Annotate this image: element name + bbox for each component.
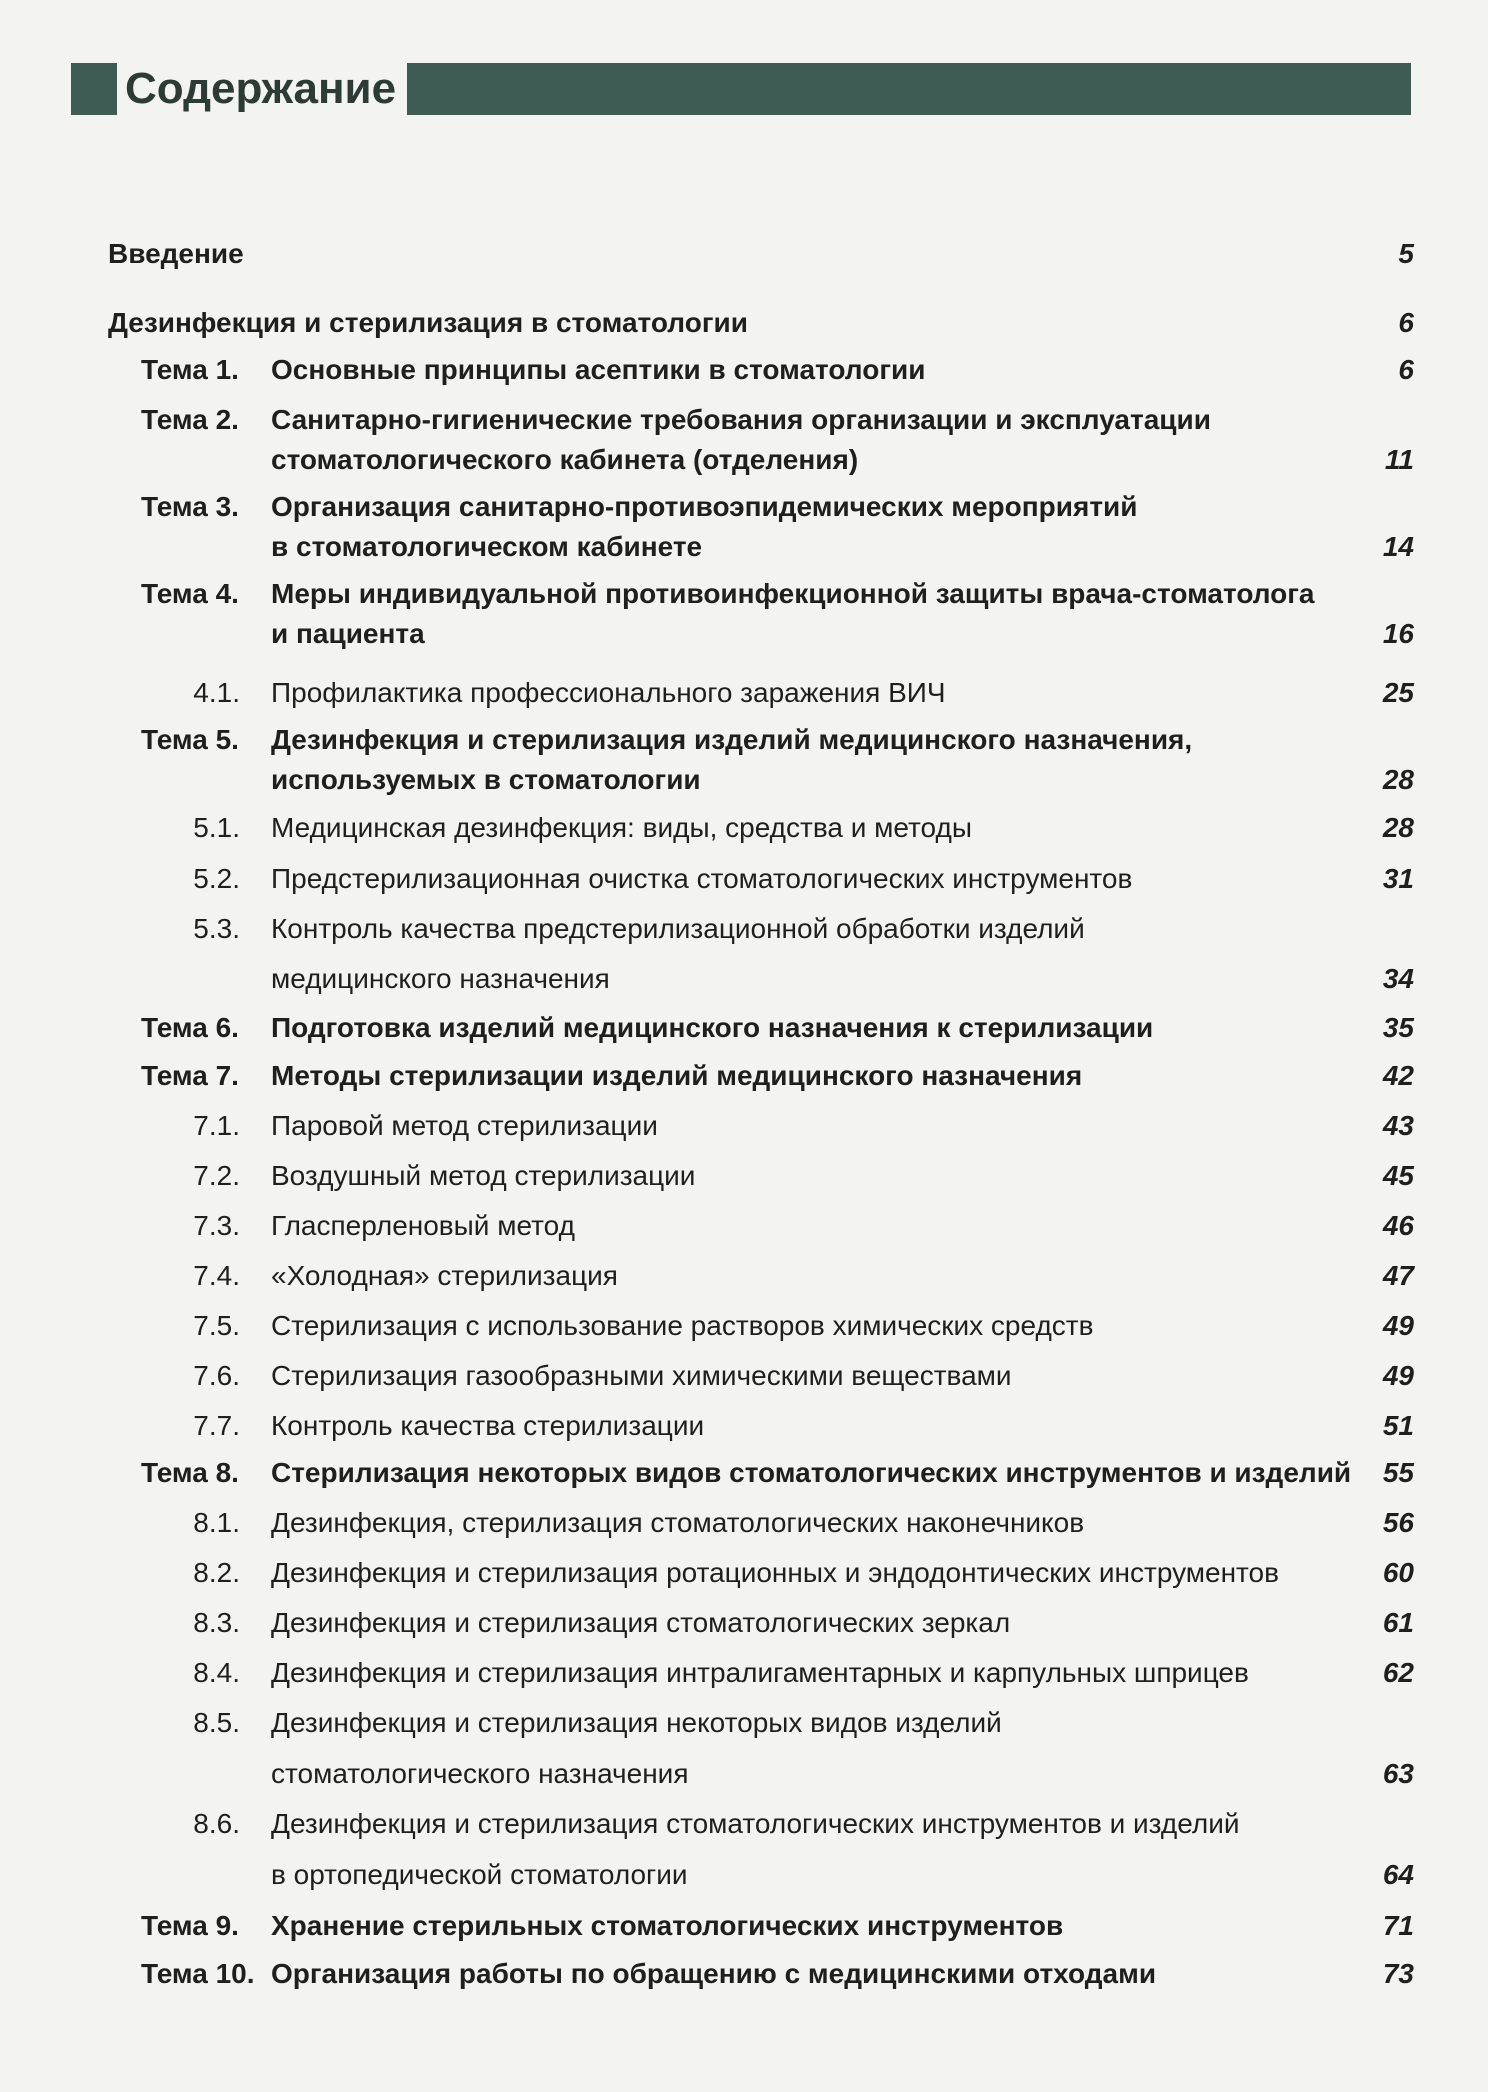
toc-page-number: 45 xyxy=(1382,1160,1414,1191)
toc-entry-title: Санитарно-гигиенические требования организации и эксплуатации xyxy=(271,404,1211,435)
toc-page-number: 61 xyxy=(1382,1607,1414,1638)
toc-topic-number: Тема 5. xyxy=(141,724,239,755)
toc-entry-title: Меры индивидуальной противоинфекционной защиты врача-стоматолога xyxy=(271,578,1315,609)
toc-subsection-number: 8.2. xyxy=(193,1557,240,1588)
toc-entry-title: Воздушный метод стерилизации xyxy=(271,1160,696,1191)
toc-subsection-number: 8.6. xyxy=(193,1808,240,1839)
toc-entry-title: Контроль качества предстерилизационной обработки изделий xyxy=(271,913,1085,944)
toc-page-number: 73 xyxy=(1382,1958,1414,1989)
toc-page-number: 42 xyxy=(1382,1060,1414,1091)
toc-page-number: 28 xyxy=(1382,812,1414,843)
toc-entry-title: Подготовка изделий медицинского назначения к стерилизации xyxy=(271,1012,1154,1043)
toc-page-number: 43 xyxy=(1382,1110,1414,1141)
toc-page-number: 5 xyxy=(1398,238,1414,269)
toc-entry-title: Стерилизация некоторых видов стоматологических инструментов и изделий xyxy=(271,1457,1352,1488)
toc-subsection-number: 5.1. xyxy=(193,812,240,843)
toc-entry-title: Контроль качества стерилизации xyxy=(271,1410,705,1441)
toc-subsection-number: 7.1. xyxy=(193,1110,240,1141)
toc-page-number: 28 xyxy=(1382,764,1414,795)
toc-page-number: 71 xyxy=(1382,1910,1414,1941)
toc-entry-title: Профилактика профессионального заражения ВИЧ xyxy=(271,677,946,708)
toc-page-number: 46 xyxy=(1382,1210,1414,1241)
toc-entry-title: Методы стерилизации изделий медицинского назначения xyxy=(271,1060,1083,1091)
toc-page-number: 35 xyxy=(1382,1012,1414,1043)
toc-topic-number: Тема 7. xyxy=(141,1060,239,1091)
toc-entry-title: Предстерилизационная очистка стоматологических инструментов xyxy=(271,863,1133,894)
toc-entry-title: Стерилизация газообразными химическими веществами xyxy=(271,1360,1012,1391)
toc-page-number: 47 xyxy=(1382,1260,1414,1291)
toc-subsection-number: 7.6. xyxy=(193,1360,240,1391)
toc-subsection-number: 5.3. xyxy=(193,913,240,944)
toc-entry-title: Дезинфекция и стерилизация некоторых видов изделий xyxy=(271,1707,1002,1738)
toc-subsection-number: 7.7. xyxy=(193,1410,240,1441)
toc-page-number: 31 xyxy=(1382,863,1414,894)
toc-entry-title: Организация санитарно-противоэпидемических мероприятий xyxy=(271,491,1138,522)
toc-topic-number: Тема 1. xyxy=(141,354,239,385)
toc-entry-title: Гласперленовый метод xyxy=(271,1210,575,1241)
toc-subsection-number: 8.3. xyxy=(193,1607,240,1638)
toc-subsection-number: 7.2. xyxy=(193,1160,240,1191)
toc-page-number: 60 xyxy=(1382,1557,1414,1588)
toc-topic-number: Тема 3. xyxy=(141,491,239,522)
toc-entry-title: медицинского назначения xyxy=(271,963,610,994)
toc-subsection-number: 8.4. xyxy=(193,1657,240,1688)
toc-entry-title: стоматологического кабинета (отделения) xyxy=(271,444,859,475)
toc-topic-number: Тема 10. xyxy=(141,1958,255,1989)
toc-entry-title: Дезинфекция и стерилизация стоматологических инструментов и изделий xyxy=(271,1808,1240,1839)
toc-page-number: 55 xyxy=(1382,1457,1414,1488)
toc-page-number: 62 xyxy=(1382,1657,1414,1688)
toc-entry-title: стоматологического назначения xyxy=(271,1758,689,1789)
toc-subsection-number: 5.2. xyxy=(193,863,240,894)
toc-entry-title: Дезинфекция и стерилизация ротационных и эндодонтических инструментов xyxy=(271,1557,1279,1588)
toc-page-number: 34 xyxy=(1382,963,1414,994)
toc-entry-title: в стоматологическом кабинете xyxy=(271,531,703,562)
toc-entry-title: Дезинфекция, стерилизация стоматологических наконечников xyxy=(271,1507,1085,1538)
toc-entry-title: Медицинская дезинфекция: виды, средства и методы xyxy=(271,812,972,843)
toc-entry-title: Введение xyxy=(108,238,244,269)
toc-page-number: 63 xyxy=(1382,1758,1414,1789)
toc-subsection-number: 7.4. xyxy=(193,1260,240,1291)
toc-entry-title: Дезинфекция и стерилизация интралигаментарных и карпульных шприцев xyxy=(271,1657,1249,1688)
toc-entry-title: используемых в стоматологии xyxy=(271,764,701,795)
toc-topic-number: Тема 2. xyxy=(141,404,239,435)
toc-subsection-number: 8.5. xyxy=(193,1707,240,1738)
toc-page-number: 16 xyxy=(1382,618,1414,649)
toc-topic-number: Тема 9. xyxy=(141,1910,239,1941)
page-title: Содержание xyxy=(125,64,397,113)
toc-page-number: 56 xyxy=(1382,1507,1414,1538)
toc-page-number: 25 xyxy=(1382,677,1414,708)
toc-page-number: 6 xyxy=(1398,354,1414,385)
toc-page-number: 49 xyxy=(1382,1360,1414,1391)
toc-entry-title: Дезинфекция и стерилизация стоматологических зеркал xyxy=(271,1607,1011,1638)
toc-page-number: 14 xyxy=(1382,531,1414,562)
toc-entry-title: в ортопедической стоматологии xyxy=(271,1859,688,1890)
toc-subsection-number: 4.1. xyxy=(193,677,240,708)
toc-entry-title: и пациента xyxy=(271,618,425,649)
toc-subsection-number: 7.3. xyxy=(193,1210,240,1241)
toc-subsection-number: 8.1. xyxy=(193,1507,240,1538)
toc-entry-title: Основные принципы асептики в стоматологии xyxy=(271,354,926,385)
toc-entry-title: Паровой метод стерилизации xyxy=(271,1110,658,1141)
toc-page-number: 64 xyxy=(1382,1859,1414,1890)
toc-page-number: 51 xyxy=(1382,1410,1414,1441)
toc-topic-number: Тема 6. xyxy=(141,1012,239,1043)
toc-entry-title: Хранение стерильных стоматологических инструментов xyxy=(271,1910,1064,1941)
toc-page-number: 11 xyxy=(1384,444,1414,475)
toc-topic-number: Тема 4. xyxy=(141,578,239,609)
toc-entry-title: Организация работы по обращению с медицинскими отходами xyxy=(271,1958,1157,1989)
toc-subsection-number: 7.5. xyxy=(193,1310,240,1341)
toc-entry-title: Стерилизация с использование растворов химических средств xyxy=(271,1310,1094,1341)
toc-entry-title: Дезинфекция и стерилизация изделий медицинского назначения, xyxy=(271,724,1193,755)
toc-page-number: 6 xyxy=(1398,307,1414,338)
toc-entry-title: «Холодная» стерилизация xyxy=(271,1260,618,1291)
toc-topic-number: Тема 8. xyxy=(141,1457,239,1488)
toc-entry-title: Дезинфекция и стерилизация в стоматологии xyxy=(108,307,748,338)
toc-page-number: 49 xyxy=(1382,1310,1414,1341)
